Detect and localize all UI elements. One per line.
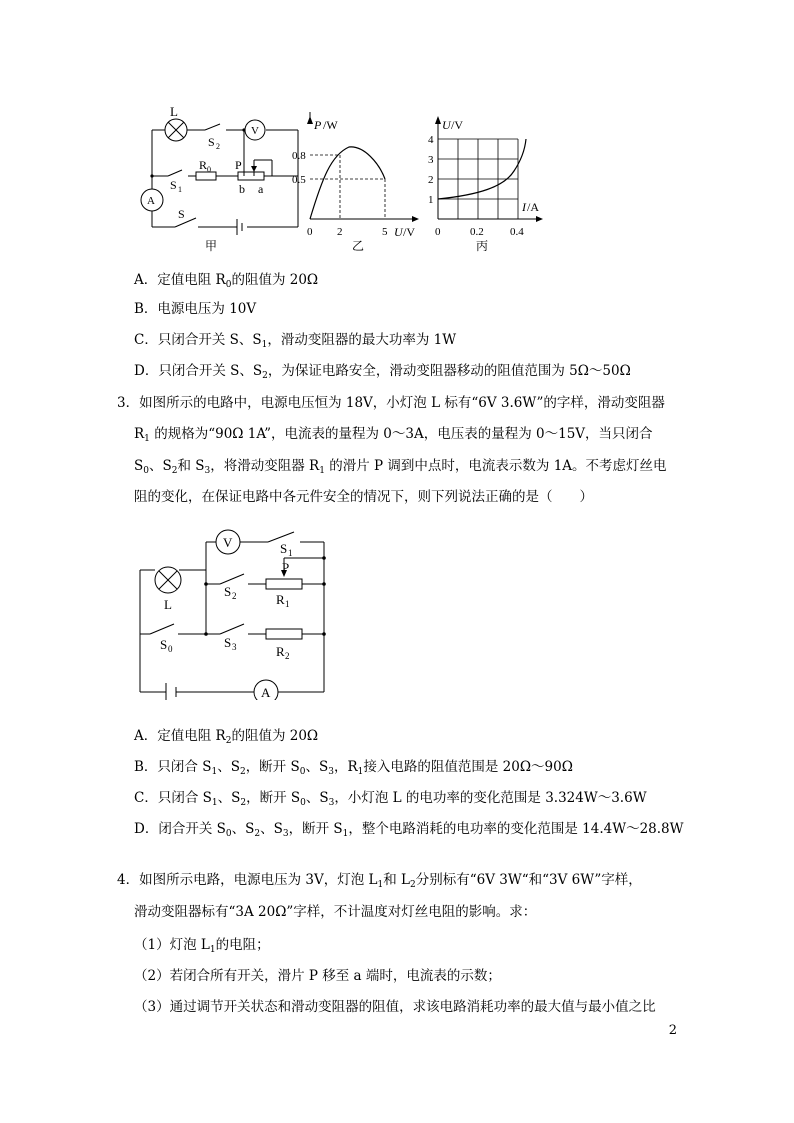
q3-option-a: A．定值电阻 $R_2$的阻值为 20Ω: [134, 728, 319, 746]
svg-text:U: U: [442, 118, 451, 132]
svg-text:P: P: [235, 158, 242, 172]
svg-text:R: R: [276, 592, 285, 607]
page-number: 2: [668, 1023, 677, 1038]
svg-text:P: P: [314, 118, 322, 132]
x-tick-label: 0.4: [510, 226, 524, 238]
svg-text:0: 0: [168, 644, 173, 654]
svg-text:a: a: [258, 182, 264, 196]
svg-text:2: 2: [232, 591, 237, 601]
ammeter-label: A: [261, 685, 271, 700]
svg-text:/W: /W: [323, 118, 338, 132]
svg-text:S: S: [280, 541, 288, 556]
x-tick-label: 0: [435, 226, 441, 238]
x-tick-label: 5: [382, 226, 388, 238]
svg-text:S: S: [224, 584, 232, 599]
svg-text:/V: /V: [451, 118, 463, 132]
y-tick-label: 1: [428, 194, 434, 206]
figure-caption-yi: 乙: [352, 239, 365, 253]
svg-text:S: S: [160, 637, 168, 652]
svg-text:1: 1: [288, 548, 293, 558]
svg-text:S: S: [224, 635, 232, 650]
svg-text:/A: /A: [527, 200, 539, 214]
figure-caption-jia: 甲: [205, 239, 218, 253]
q2-option-b: B．电源电压为 10V: [134, 301, 257, 317]
q3-line-2: $R_1$ 的规格为“90Ω 1A”，电流表的量程为 0～3A，电压表的量程为 0～15V，当只闭合: [134, 426, 653, 444]
x-tick-label: 0.2: [470, 226, 484, 238]
q2-option-c: C．只闭合开关 S、$S_1$，滑动变阻器的最大功率为 1W: [134, 332, 457, 350]
svg-text:1: 1: [285, 599, 290, 609]
q4-part-2: （2）若闭合所有开关，滑片 P 移至 a 端时，电流表的示数；: [134, 968, 501, 984]
q4-part-1: （1）灯泡 $L_1$的电阻；: [134, 937, 270, 955]
q3-line-1: 3．如图所示的电路中，电源电压恒为 18V，小灯泡 L 标有“6V 3.6W”的字样，滑动变阻器: [117, 395, 665, 411]
svg-text:/V: /V: [403, 225, 415, 239]
svg-text:2: 2: [285, 651, 290, 661]
series-curve: [438, 139, 526, 199]
circuit-figure-q3: [130, 520, 340, 700]
circuit-figure-jia: [130, 100, 300, 260]
svg-text:I: I: [522, 200, 526, 214]
voltmeter-label: V: [223, 535, 233, 550]
q4-part-3: （3）通过调节开关状态和滑动变阻器的阻值，求该电路消耗功率的最大值与最小值之比: [134, 999, 656, 1015]
x-tick-label: 0: [307, 226, 313, 238]
q4-line-1: 4．如图所示电路，电源电压为 3V，灯泡 $L_1$和 $L_2$分别标有“6V 3W“和“3V 6W”字样，: [117, 872, 642, 890]
q4-line-2: 滑动变阻器标有“3A 20Ω”字样，不计温度对灯丝电阻的影响。求：: [134, 904, 537, 920]
series-curve: [310, 147, 385, 219]
lamp-label: L: [164, 597, 172, 612]
y-tick-label: 3: [428, 154, 434, 166]
q2-option-a: A．定值电阻 $R_0$的阻值为 20Ω: [134, 272, 319, 290]
figure-caption-bing: 丙: [476, 239, 489, 253]
svg-text:3: 3: [232, 642, 237, 652]
chart-yi: [290, 112, 420, 260]
svg-text:0: 0: [207, 165, 211, 174]
y-tick-label: 4: [428, 134, 434, 146]
chart-bing: [420, 112, 550, 260]
lamp-label: L: [170, 104, 178, 119]
svg-text:b: b: [239, 182, 245, 196]
voltmeter-label: V: [251, 125, 259, 137]
y-tick-label: 0.8: [292, 150, 306, 162]
svg-text:U: U: [394, 225, 403, 239]
ammeter-label: A: [147, 195, 155, 207]
q3-option-d: D．闭合开关 $S_0$、$S_2$、$S_3$，断开 $S_1$，整个电路消耗的电功率的变化范围是 14.4W～28.8W: [134, 821, 684, 839]
svg-text:S: S: [178, 207, 185, 221]
q3-option-c: C．只闭合 $S_1$、$S_2$，断开 $S_0$、$S_3$，小灯泡 L 的电功率的变化范围是 3.324W～3.6W: [134, 790, 647, 808]
q3-line-3: $S_0$、$S_2$和 $S_3$，将滑动变阻器 $R_1$ 的滑片 P 调到中点时，电流表示数为 1A。不考虑灯丝电: [134, 458, 667, 476]
x-tick-label: 2: [337, 226, 343, 238]
y-tick-label: 2: [428, 174, 434, 186]
y-tick-label: 0.5: [292, 174, 306, 186]
svg-text:R: R: [276, 644, 285, 659]
svg-text:1: 1: [178, 185, 182, 194]
q3-option-b: B．只闭合 $S_1$、$S_2$，断开 $S_0$、$S_3$，$R_1$接入电路的阻值范围是 20Ω～90Ω: [134, 759, 573, 777]
q2-option-d: D．只闭合开关 S、$S_2$，为保证电路安全，滑动变阻器移动的阻值范围为 5Ω～50Ω: [134, 363, 631, 381]
svg-text:S: S: [170, 178, 177, 192]
svg-text:P: P: [282, 560, 290, 575]
svg-text:R: R: [199, 158, 208, 172]
q3-line-4: 阻的变化，在保证电路中各元件安全的情况下，则下列说法正确的是（ ）: [134, 489, 593, 505]
svg-text:2: 2: [216, 142, 220, 151]
svg-text:S: S: [208, 135, 215, 149]
